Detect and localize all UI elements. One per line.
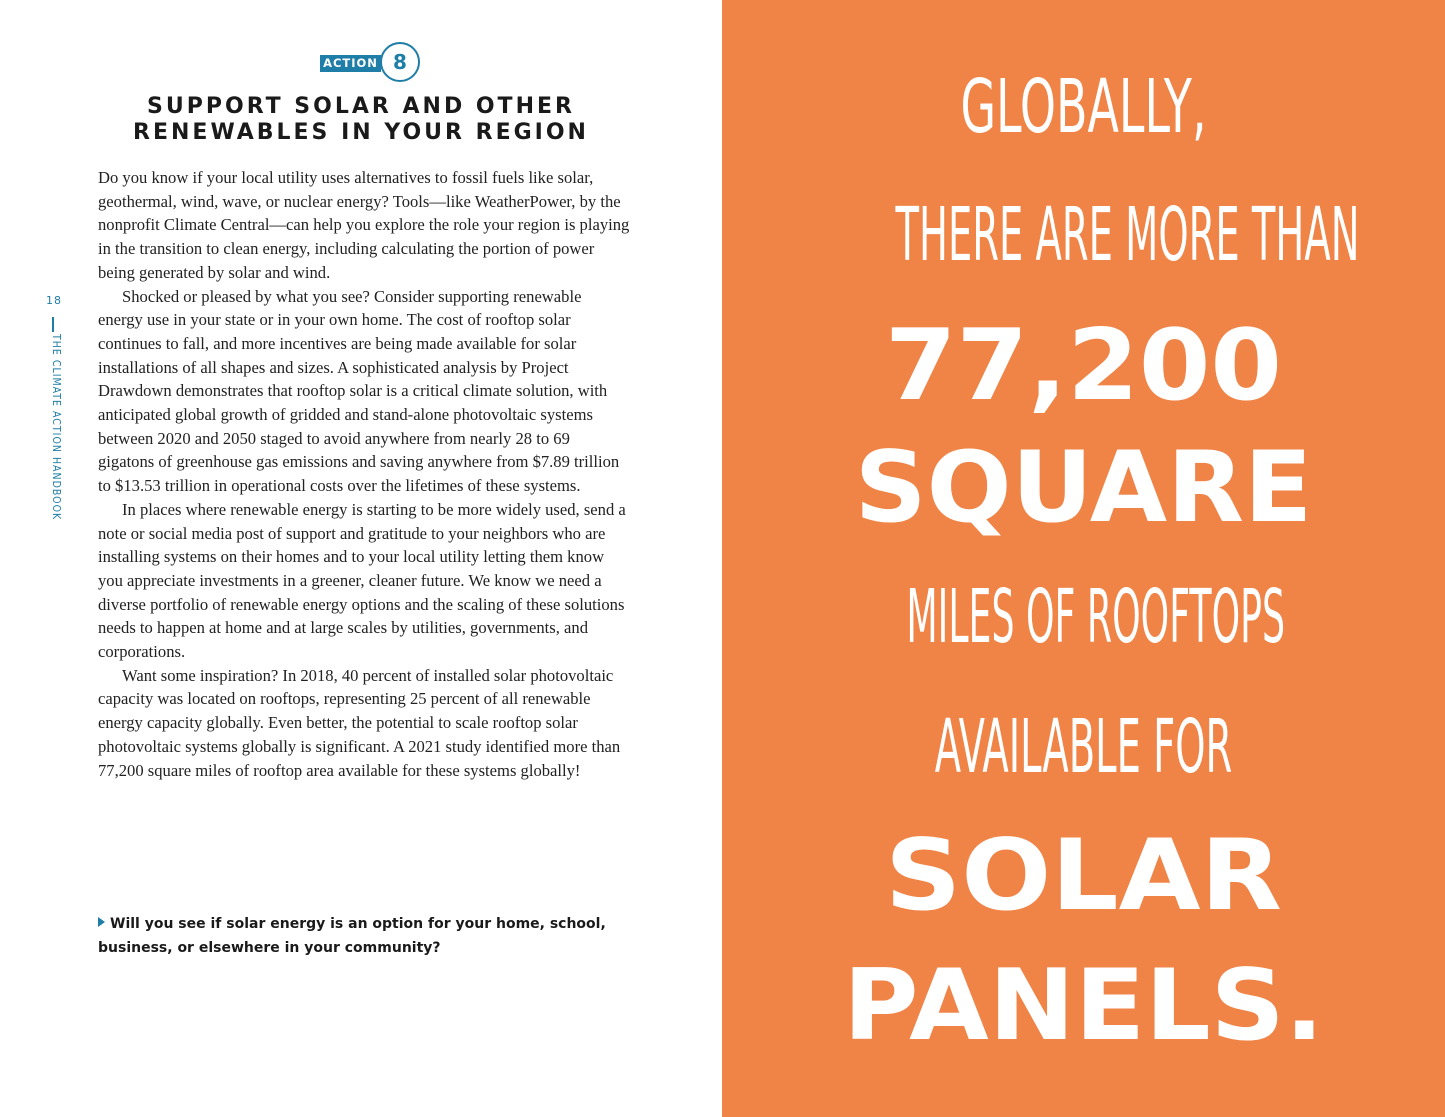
callout-line-7: SOLAR bbox=[884, 819, 1283, 933]
page-title-line-2: RENEWABLES IN YOUR REGION bbox=[133, 120, 589, 145]
callout-line-8: PANELS. bbox=[843, 949, 1324, 1063]
action-label: ACTION bbox=[320, 55, 381, 72]
left-page bbox=[0, 0, 722, 1117]
paragraph: Want some inspiration? In 2018, 40 percent of installed solar photovoltaic capacity was located on rooftops, representing 25 percent of all renewable energy capacity globally. Even better, the potential to scale rooftop solar photovoltaic systems globally is significant. A 2021 study identified more than 77,200 square miles of rooftop area available for these systems globally! bbox=[98, 665, 621, 780]
callout-line-4: SQUARE bbox=[854, 431, 1313, 545]
body-text bbox=[98, 166, 630, 782]
call-to-action bbox=[98, 912, 626, 960]
page-title bbox=[98, 94, 624, 146]
callout-line-6: AVAILABLE FOR bbox=[934, 704, 1233, 790]
callout-number: 77,200 bbox=[884, 309, 1283, 423]
page-title-line-1: SUPPORT SOLAR AND OTHER bbox=[147, 94, 575, 119]
callout-line-2: THERE ARE MORE THAN bbox=[895, 192, 1360, 278]
action-number: 8 bbox=[380, 42, 420, 82]
folio-divider bbox=[52, 317, 54, 332]
callout-line-1: GLOBALLY, bbox=[960, 64, 1207, 150]
paragraph: Shocked or pleased by what you see? Consider supporting renewable energy use in your state or in your own home. The cost of rooftop solar continues to fall, and more incentives are being made available for solar installations of all shapes and sizes. A sophisticated analysis by Project Drawdown demonstrates that rooftop solar is a critical climate solution, with anticipated global growth of gridded and stand-alone photovoltaic systems between 2020 and 2050 staged to avoid anywhere from nearly 28 to 69 gigatons of greenhouse gas emissions and saving anywhere from $7.89 trillion to $13.53 trillion in operational costs over the lifetimes of these systems. bbox=[98, 286, 620, 496]
paragraph: Do you know if your local utility uses alternatives to fossil fuels like solar, geothermal, wind, wave, or nuclear energy? Tools—like WeatherPower, by the nonprofit Climate Central—can help you explore the role your region is playing in the transition to clean energy, including calculating the portion of power being generated by solar and wind. bbox=[98, 168, 630, 282]
callout-page bbox=[722, 0, 1445, 1117]
call-to-action-text: Will you see if solar energy is an option for your home, school, business, or elsewhere in your community? bbox=[98, 916, 606, 956]
page-number: 18 bbox=[46, 294, 62, 307]
callout-line-5: MILES OF ROOFTOPS bbox=[906, 574, 1285, 660]
triangle-arrow-icon bbox=[98, 917, 105, 927]
running-head: THE CLIMATE ACTION HANDBOOK bbox=[50, 334, 62, 521]
paragraph: In places where renewable energy is starting to be more widely used, send a note or social media post of support and gratitude to your neighbors who are installing systems on their homes and to your local utility letting them know you appreciate investments in a greener, cleaner future. We know we need a diverse portfolio of renewable energy options and the scaling of these solutions needs to happen at home and at large scales by utilities, governments, and corporations. bbox=[98, 499, 626, 662]
